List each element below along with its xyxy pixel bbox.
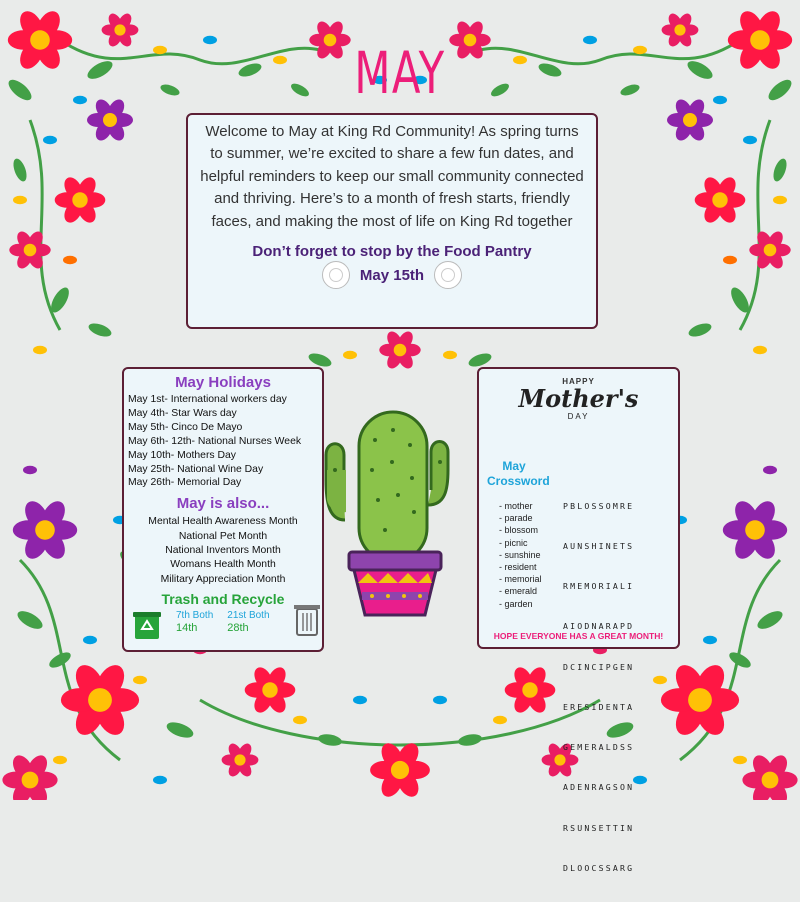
trash-date-2-top: 21st Both (227, 609, 270, 621)
crossword-word: - resident (499, 562, 537, 573)
crossword-grid-row: DLOOCSSARG (563, 862, 635, 873)
also-heading: May is also... (176, 495, 270, 513)
holiday-item: May 6th- 12th- National Nurses Week (128, 435, 302, 447)
crossword-grid-row: RSUNSETTIN (563, 822, 635, 833)
crossword-grid-row: ADENRAGSON (563, 782, 635, 793)
crossword-grid-row: DCINCIPGEN (563, 661, 635, 672)
crossword-grid-row: AIODNARAPD (563, 621, 635, 632)
holidays-heading: May Holidays (175, 374, 271, 391)
banner-happy: HAPPY (562, 377, 595, 386)
food-pantry-date: May 15th (359, 266, 425, 284)
also-list (124, 515, 322, 586)
page-title: MAY (354, 39, 446, 107)
also-item: National Inventors Month (165, 544, 281, 556)
plate-fork-knife-icon (322, 261, 350, 289)
trash-date-1 (176, 609, 213, 635)
recycle-bin-icon (132, 609, 162, 641)
banner-day: DAY (567, 412, 590, 421)
crossword-word: - emerald (499, 586, 538, 597)
mothers-day-banner (479, 377, 678, 421)
crossword-footer: HOPE EVERYONE HAS A GREAT MONTH! (493, 631, 664, 641)
crossword-panel (477, 367, 680, 873)
holidays-list (128, 393, 322, 490)
crossword-grid-row: ERESIDENTA (563, 701, 635, 712)
holiday-item: May 26th- Memorial Day (128, 477, 242, 489)
crossword-word: - sunshine (499, 549, 541, 560)
crossword-word: - blossom (499, 525, 539, 536)
trash-date-1-top: 7th Both (176, 609, 214, 621)
trash-date-2 (227, 609, 269, 635)
trash-date-2-bottom: 28th (227, 621, 249, 634)
holiday-item: May 5th- Cinco De Mayo (128, 421, 243, 433)
crossword-title: May Crossword (487, 459, 550, 488)
holidays-panel (122, 367, 324, 652)
food-pantry-date-row (188, 261, 596, 289)
banner-mothers: Mother's (518, 384, 639, 413)
food-pantry-reminder: Don’t forget to stop by the Food Pantry (252, 243, 532, 261)
crossword-grid-row: PBLOSSOMRE (563, 500, 635, 511)
crossword-word: - parade (499, 513, 533, 524)
welcome-panel (186, 113, 598, 329)
trash-heading: Trash and Recycle (161, 590, 285, 607)
welcome-message: Welcome to May at King Rd Community! As spring turns to summer, we’re excited to share a few fun dates, and helpful reminders to keep our small community connected and thriving. Here’s to a month of fresh starts, friendly faces, and making the most of life on King Rd together (200, 123, 584, 230)
trash-date-1-bottom: 14th (176, 621, 198, 634)
crossword-word: - memorial (499, 574, 542, 585)
crossword-grid-row: AUNSHINETS (563, 541, 635, 552)
crossword-word: - mother (499, 501, 533, 511)
holiday-item: May 1st- International workers day (128, 394, 287, 405)
holiday-item: May 4th- Star Wars day (128, 407, 237, 419)
crossword-grid (563, 473, 634, 902)
cactus-illustration (326, 412, 448, 615)
also-item: Military Appreciation Month (160, 573, 286, 585)
also-item: Womans Health Month (170, 559, 276, 571)
crossword-word: - garden (499, 598, 533, 609)
also-item: Mental Health Awareness Month (148, 516, 298, 528)
crossword-grid-row: GEMERALDSS (563, 742, 635, 753)
trash-can-icon (292, 601, 322, 637)
plate-fork-knife-icon (434, 261, 462, 289)
crossword-word-list (499, 500, 542, 610)
holiday-item: May 10th- Mothers Day (128, 449, 236, 461)
crossword-word: - picnic (499, 537, 528, 548)
also-item: National Pet Month (178, 530, 268, 542)
holiday-item: May 25th- National Wine Day (128, 463, 264, 475)
trash-dates-row (124, 609, 322, 641)
crossword-grid-row: RMEMORIALI (563, 581, 635, 592)
